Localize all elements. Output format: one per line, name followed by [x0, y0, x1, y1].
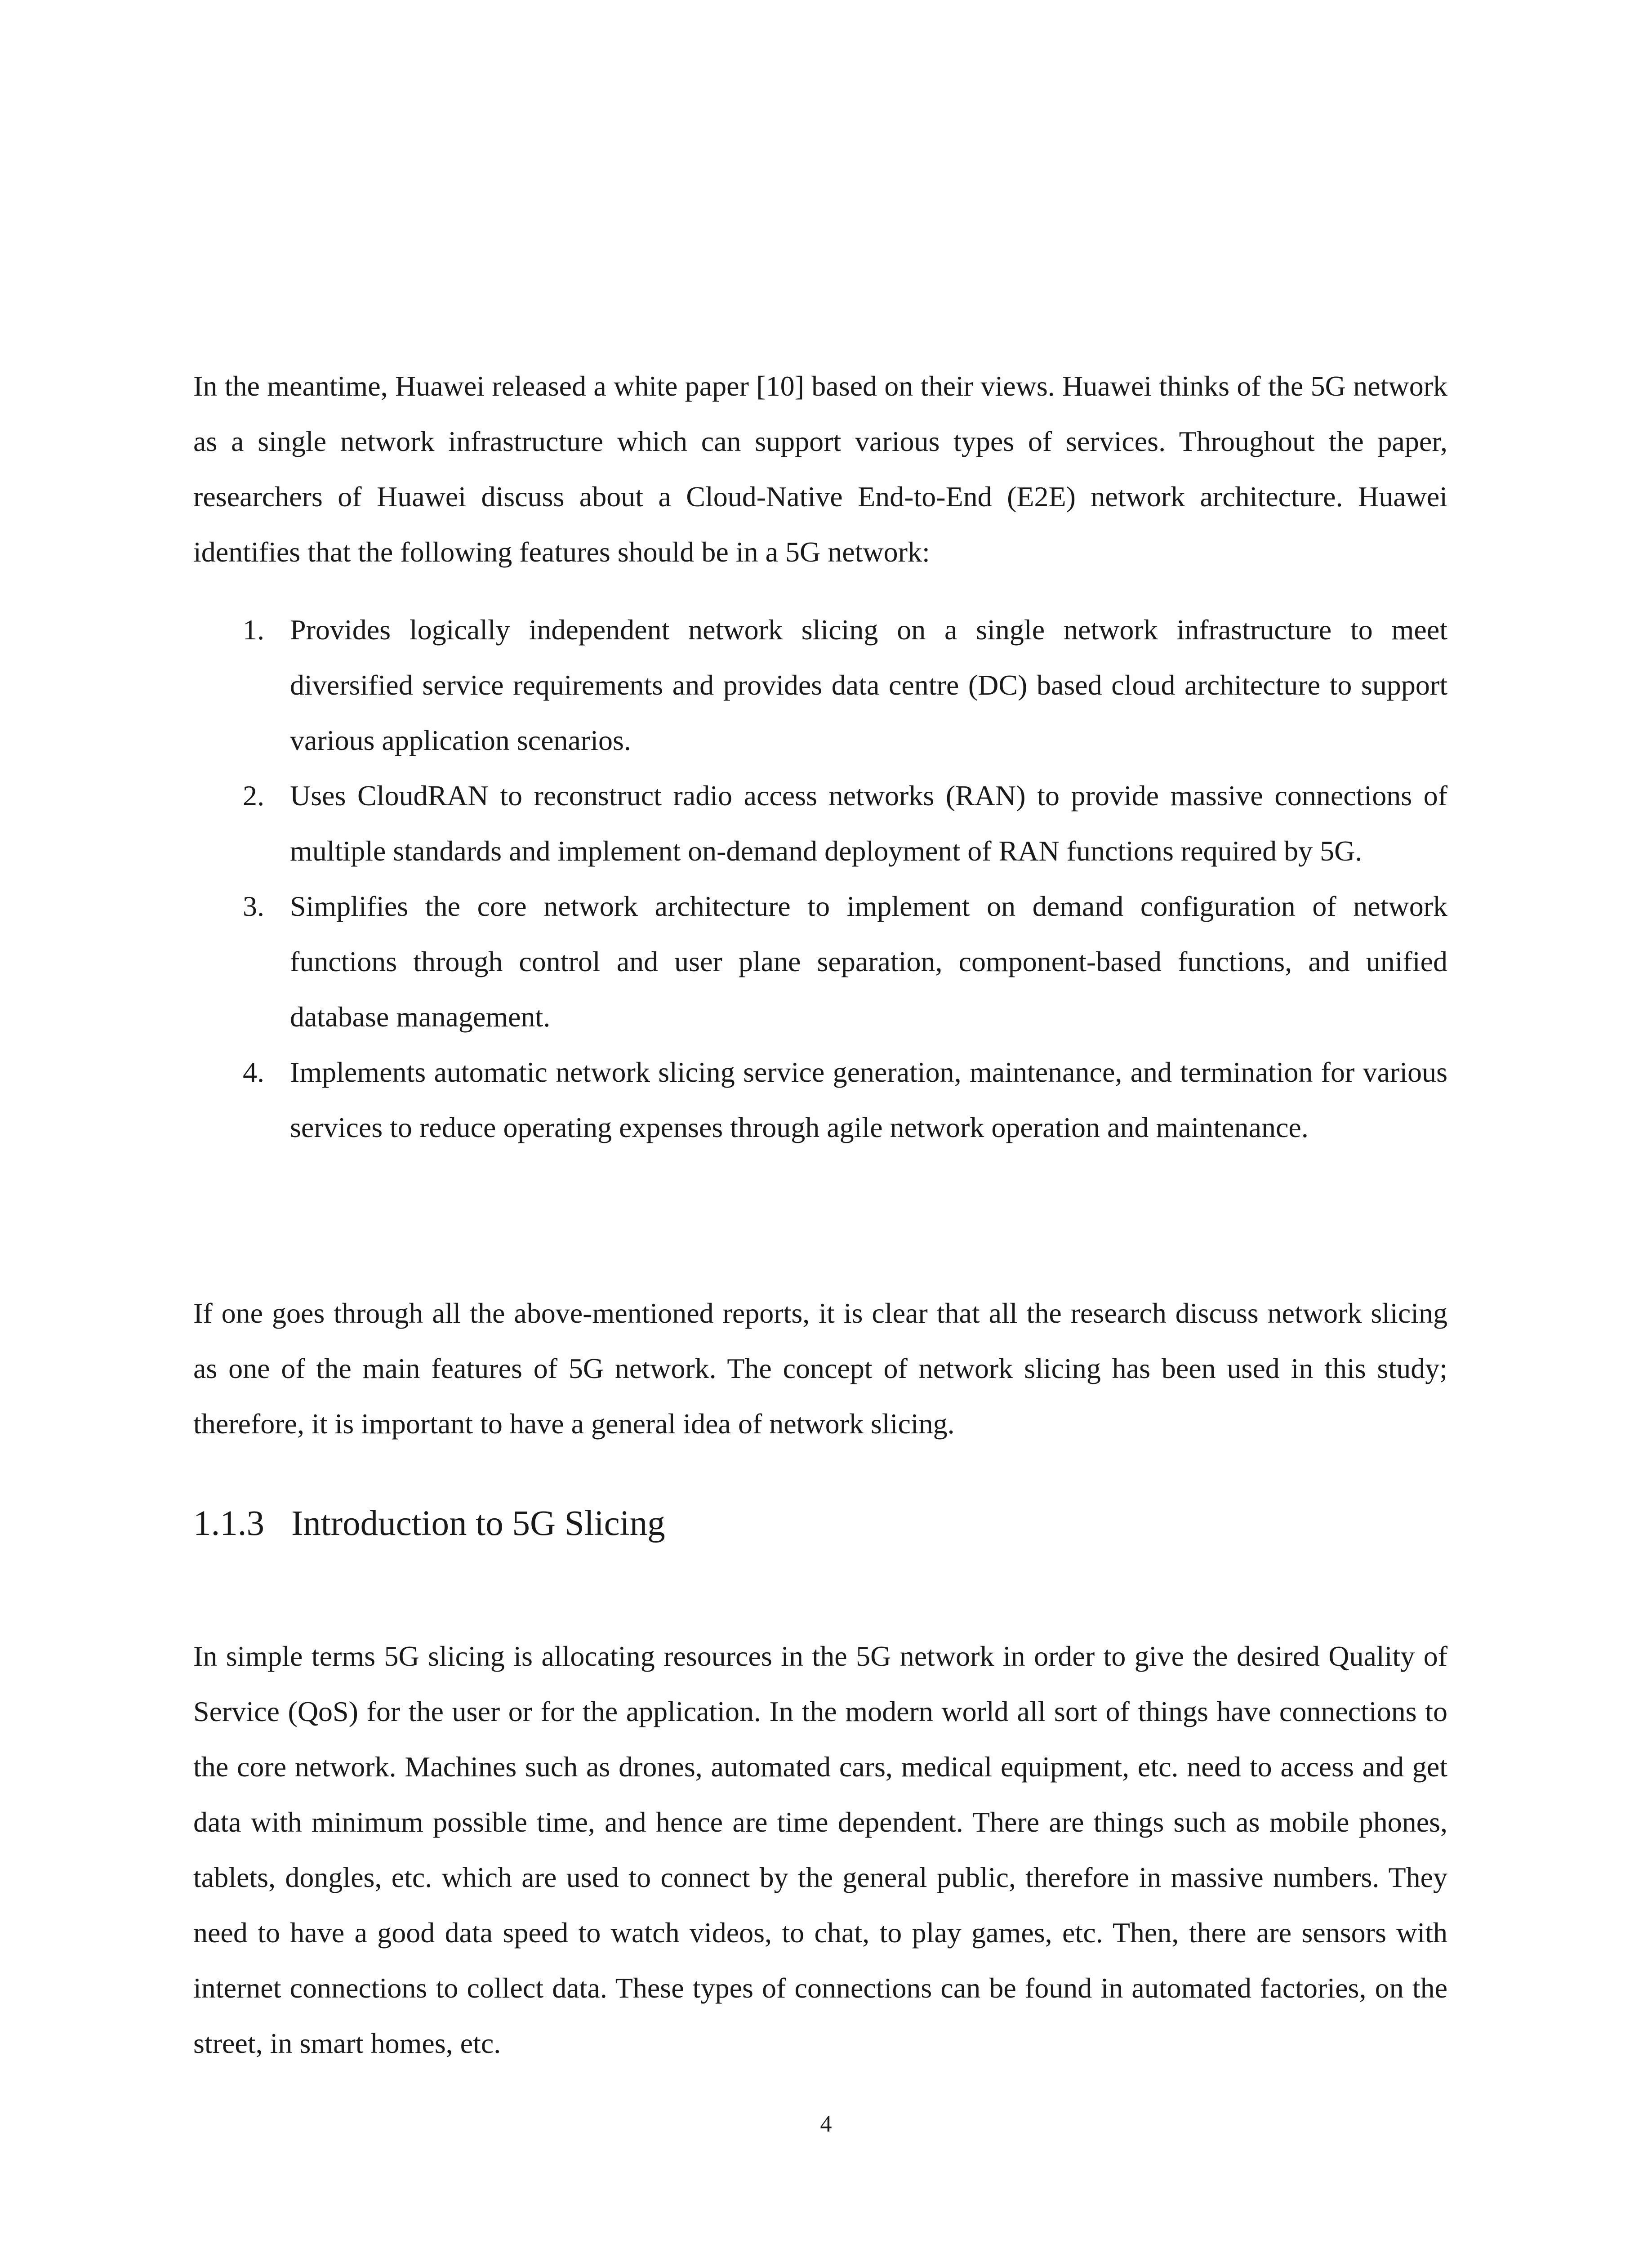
section-heading: [193, 1499, 665, 1548]
list-item-number: 2.: [243, 780, 264, 812]
list-item-text: Simplifies the core network architecture to implement on demand configuration of network functions through control and user plane separation, component-based functions, and unified database management.: [290, 890, 1447, 1033]
list-item-number: 3.: [243, 890, 264, 922]
list-item-text: Implements automatic network slicing service generation, maintenance, and termination for various services to reduce operating expenses through agile network operation and maintenance.: [290, 1056, 1447, 1143]
section-number: 1.1.3: [193, 1504, 264, 1543]
summary-paragraph: If one goes through all the above-mentioned reports, it is clear that all the research discuss network slicing as one of the main features of 5G network. The concept of network slicing has been used in this study; therefore, it is important to have a general idea of network slicing.: [193, 1297, 1447, 1440]
page-number: 4: [820, 2111, 832, 2137]
slicing-paragraph: In simple terms 5G slicing is allocating resources in the 5G network in order to give the desired Quality of Service (QoS) for the user or for the application. In the modern world all sort of things have connections to the core network. Machines such as drones, automated cars, medical equipment, etc. need to access and get data with minimum possible time, and hence are time dependent. There are things such as mobile phones, tablets, dongles, etc. which are used to connect by the general public, therefore in massive numbers. They need to have a good data speed to watch videos, to chat, to play games, etc. Then, there are sensors with internet connections to collect data. These types of connections can be found in automated factories, on the street, in smart homes, etc.: [193, 1640, 1447, 2059]
list-item: [193, 602, 1447, 768]
list-item-number: 4.: [243, 1056, 264, 1088]
list-item-number: 1.: [243, 614, 264, 646]
list-item: [193, 879, 1447, 1044]
list-item: [193, 768, 1447, 879]
list-item: [193, 1044, 1447, 1155]
list-item-text: Provides logically independent network slicing on a single network infrastructure to meet diversified service requirements and provides data centre (DC) based cloud architecture to support various application scenarios.: [290, 614, 1447, 756]
list-item-text: Uses CloudRAN to reconstruct radio access networks (RAN) to provide massive connections of multiple standards and implement on-demand deployment of RAN functions required by 5G.: [290, 780, 1447, 867]
features-list: [193, 602, 1447, 1155]
intro-paragraph: In the meantime, Huawei released a white paper [10] based on their views. Huawei thinks of the 5G network as a single network infrastructure which can support various types of services. Throughout the paper, researchers of Huawei discuss about a Cloud-Native End-to-End (E2E) network architecture. Huawei identifies that the following features should be in a 5G network:: [193, 370, 1447, 568]
section-title: Introduction to 5G Slicing: [291, 1504, 665, 1543]
